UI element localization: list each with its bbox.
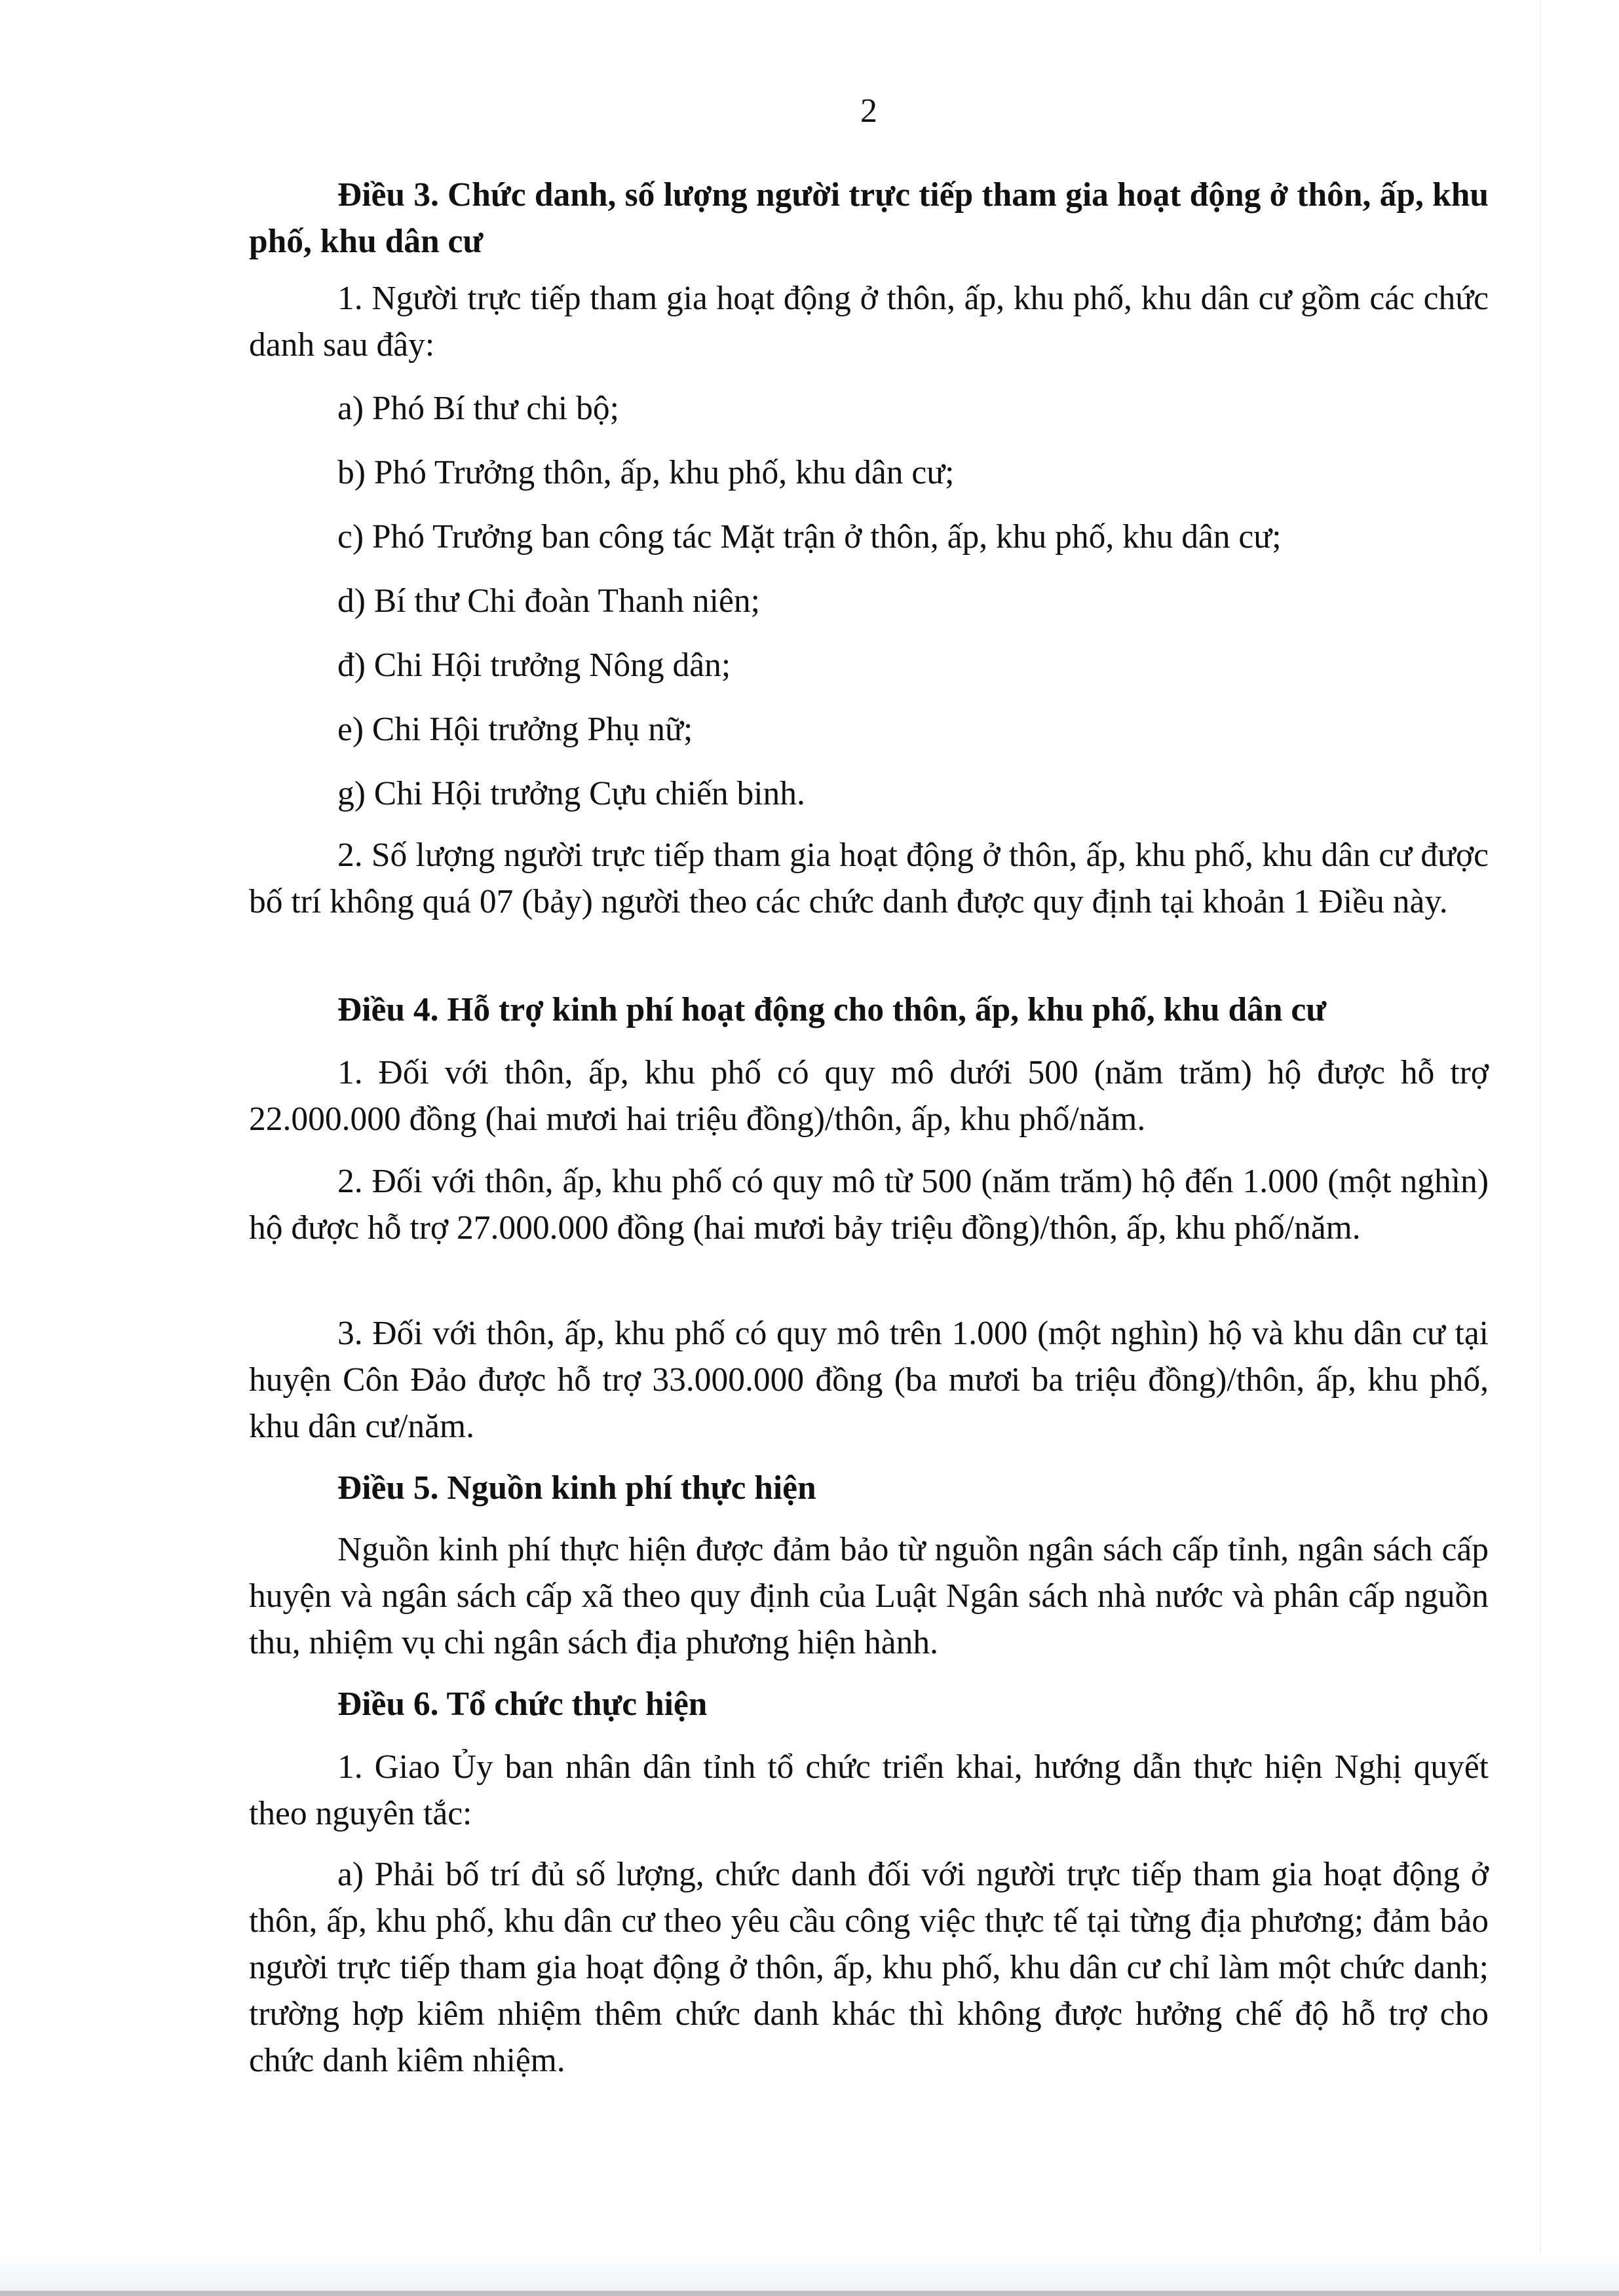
article-5-body: Nguồn kinh phí thực hiện được đảm bảo từ nguồn ngân sách cấp tỉnh, ngân sách cấp huyện và ngân sách cấp xã theo quy định của Luật Ngân sách nhà nước và phân cấp nguồn thu, nhiệm vụ chi ngân sách địa phương hiện hành. bbox=[249, 1531, 1489, 1661]
article-3-item-e: e) Chi Hội trưởng Phụ nữ; bbox=[337, 711, 693, 748]
article-3-item-dd: đ) Chi Hội trưởng Nông dân; bbox=[337, 647, 731, 684]
article-5-heading: Điều 5. Nguồn kinh phí thực hiện bbox=[337, 1469, 816, 1507]
article-3-item-g: g) Chi Hội trưởng Cựu chiến binh. bbox=[337, 775, 805, 812]
article-3-item-b: b) Phó Trưởng thôn, ấp, khu phố, khu dân cư; bbox=[337, 454, 955, 491]
article-4-clause-1: 1. Đối với thôn, ấp, khu phố có quy mô dưới 500 (năm trăm) hộ được hỗ trợ 22.000.000 đồng (hai mươi hai triệu đồng)/thôn, ấp, khu phố/năm. bbox=[249, 1054, 1489, 1138]
article-4-clause-2: 2. Đối với thôn, ấp, khu phố có quy mô từ 500 (năm trăm) hộ đến 1.000 (một nghìn) hộ được hỗ trợ 27.000.000 đồng (hai mươi bảy triệu đồng)/thôn, ấp, khu phố/năm. bbox=[249, 1163, 1489, 1247]
article-6-item-a: a) Phải bố trí đủ số lượng, chức danh đối với người trực tiếp tham gia hoạt động ở thôn, ấp, khu phố, khu dân cư theo yêu cầu công việc thực tế tại từng địa phương; đảm bảo người trực tiếp tham gia hoạt động ở thôn, ấp, khu phố, khu dân cư chỉ làm một chức danh; trường hợp kiêm nhiệm thêm chức danh khác thì không được hưởng chế độ hỗ trợ cho chức danh kiêm nhiệm. bbox=[249, 1856, 1489, 2079]
article-4-clause-3: 3. Đối với thôn, ấp, khu phố có quy mô trên 1.000 (một nghìn) hộ và khu dân cư tại huyện Côn Đảo được hỗ trợ 33.000.000 đồng (ba mươi ba triệu đồng)/thôn, ấp, khu phố, khu dân cư/năm. bbox=[249, 1315, 1489, 1445]
article-3-item-c: c) Phó Trưởng ban công tác Mặt trận ở thôn, ấp, khu phố, khu dân cư; bbox=[337, 518, 1282, 555]
article-6-heading: Điều 6. Tổ chức thực hiện bbox=[337, 1685, 708, 1723]
article-6-clause-1: 1. Giao Ủy ban nhân dân tỉnh tổ chức triển khai, hướng dẫn thực hiện Nghị quyết theo nguyên tắc: bbox=[249, 1748, 1489, 1832]
article-4-heading: Điều 4. Hỗ trợ kinh phí hoạt động cho thôn, ấp, khu phố, khu dân cư bbox=[337, 991, 1327, 1028]
article-3-heading: Điều 3. Chức danh, số lượng người trực tiếp tham gia hoạt động ở thôn, ấp, khu phố, khu dân cư bbox=[249, 176, 1489, 260]
article-3-clause-2: 2. Số lượng người trực tiếp tham gia hoạt động ở thôn, ấp, khu phố, khu dân cư được bố trí không quá 07 (bảy) người theo các chức danh được quy định tại khoản 1 Điều này. bbox=[249, 837, 1489, 920]
article-3-item-d: d) Bí thư Chi đoàn Thanh niên; bbox=[337, 582, 760, 620]
scan-bottom-border bbox=[0, 2291, 1619, 2296]
article-3-clause-1: 1. Người trực tiếp tham gia hoạt động ở thôn, ấp, khu phố, khu dân cư gồm các chức danh sau đây: bbox=[249, 280, 1489, 364]
scan-bottom-shade bbox=[0, 2253, 1619, 2296]
page-number: 2 bbox=[860, 92, 877, 130]
article-3-item-a: a) Phó Bí thư chi bộ; bbox=[337, 390, 619, 427]
scan-edge-line bbox=[1540, 0, 1541, 2296]
